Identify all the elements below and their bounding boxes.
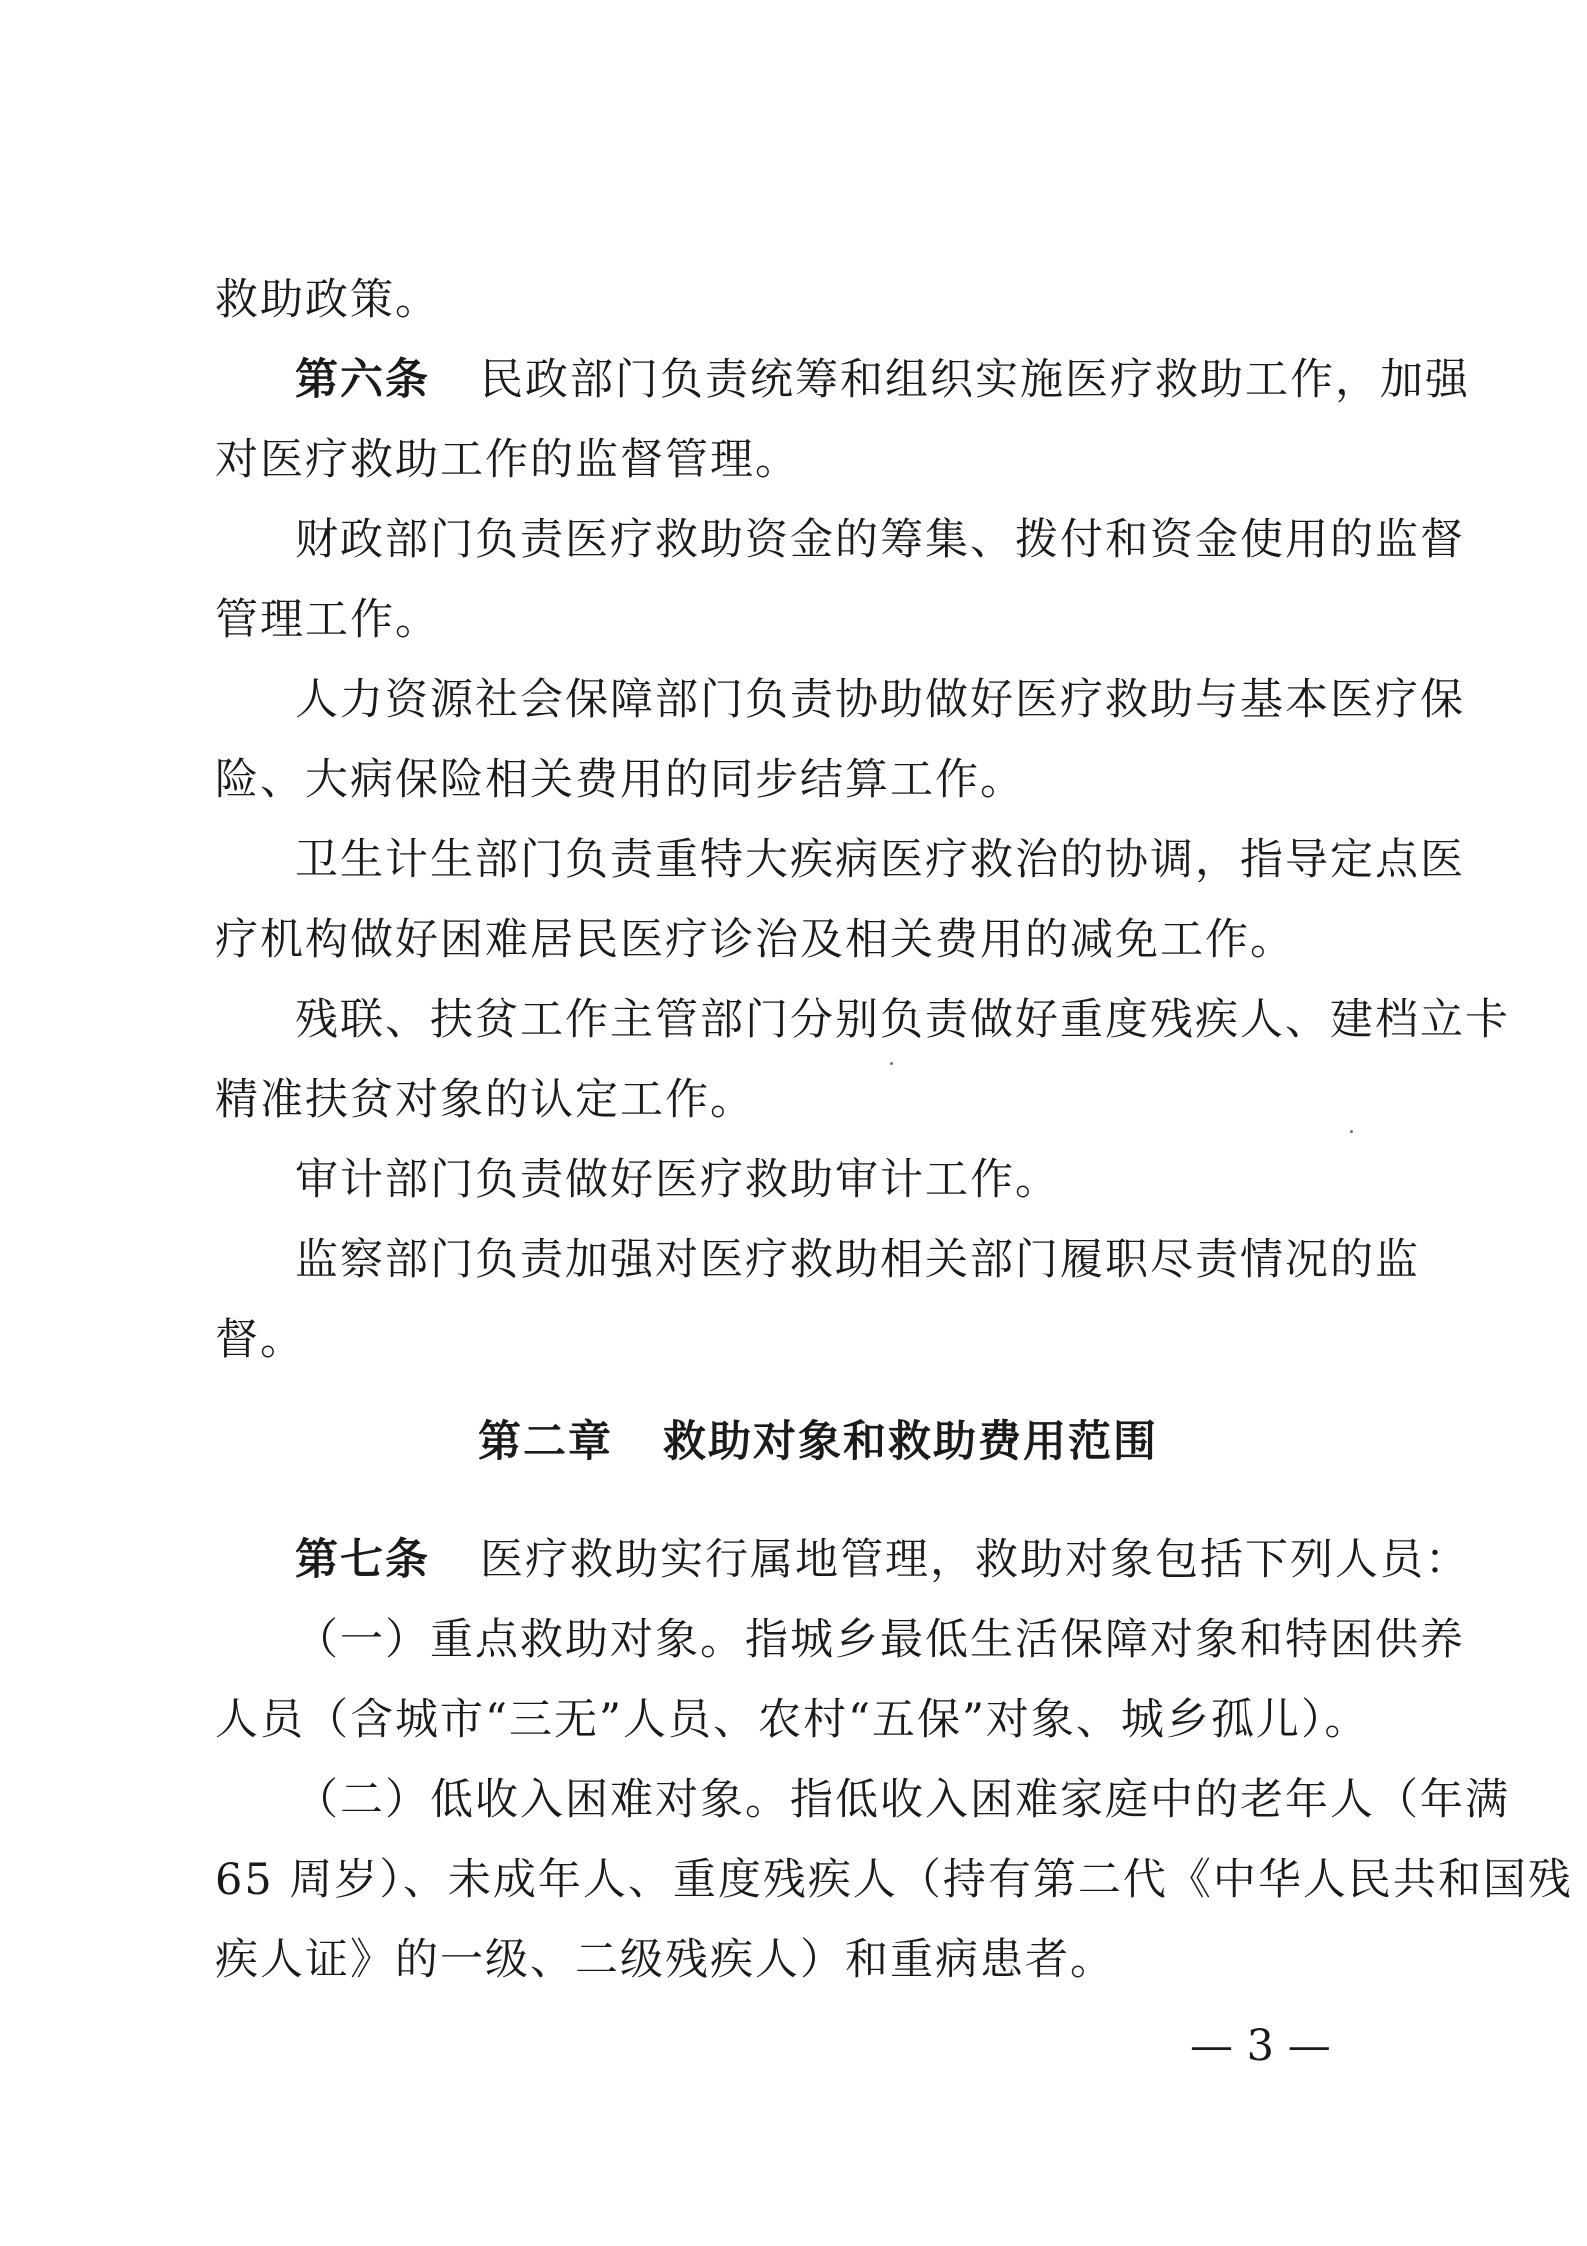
- article-six-line: [295, 350, 1470, 410]
- text-line: 对医疗救助工作的监督管理。: [215, 435, 800, 485]
- article-seven-line: [295, 1530, 1470, 1590]
- text-line: 疾人证》的一级、二级残疾人）和重病患者。: [215, 1935, 1115, 1985]
- text-line: 险、大病保险相关费用的同步结算工作。: [215, 755, 1025, 805]
- page-number: — 3 —: [1190, 2021, 1331, 2071]
- article-text: 医疗救助实行属地管理，救助对象包括下列人员：: [480, 1535, 1470, 1585]
- text-line: 管理工作。: [215, 595, 440, 645]
- chapter-title: 救助对象和救助费用范围: [663, 1417, 1158, 1467]
- article-label: 第七条: [295, 1535, 430, 1585]
- text-line: 救助政策。: [215, 275, 440, 325]
- text-line: 财政部门负责医疗救助资金的筹集、拨付和资金使用的监督: [295, 515, 1465, 565]
- text-line: （二）低收入困难对象。指低收入困难家庭中的老年人（年满: [295, 1775, 1510, 1825]
- article-text: 民政部门负责统筹和组织实施医疗救助工作，加强: [480, 355, 1470, 405]
- text-line: 人员（含城市“三无”人员、农村“五保”对象、城乡孤儿）。: [215, 1695, 1370, 1745]
- text-line: 督。: [215, 1315, 305, 1365]
- text-line: 残联、扶贫工作主管部门分别负责做好重度残疾人、建档立卡: [295, 995, 1510, 1045]
- text-line: 精准扶贫对象的认定工作。: [215, 1075, 755, 1125]
- chapter-heading: [478, 1412, 1158, 1472]
- text-line: 疗机构做好困难居民医疗诊治及相关费用的减免工作。: [215, 915, 1295, 965]
- text-line: 监察部门负责加强对医疗救助相关部门履职尽责情况的监: [295, 1235, 1420, 1285]
- text-line: 65 周岁）、未成年人、重度残疾人（持有第二代《中华人民共和国残: [215, 1855, 1573, 1905]
- scan-speck: [890, 1062, 893, 1065]
- article-label: 第六条: [295, 355, 430, 405]
- text-line: 人力资源社会保障部门负责协助做好医疗救助与基本医疗保: [295, 675, 1465, 725]
- text-line: 审计部门负责做好医疗救助审计工作。: [295, 1155, 1060, 1205]
- chapter-number: 第二章: [478, 1417, 613, 1467]
- text-line: （一）重点救助对象。指城乡最低生活保障对象和特困供养: [295, 1615, 1465, 1665]
- text-line: 卫生计生部门负责重特大疾病医疗救治的协调，指导定点医: [295, 835, 1465, 885]
- scan-speck: [1350, 1130, 1353, 1133]
